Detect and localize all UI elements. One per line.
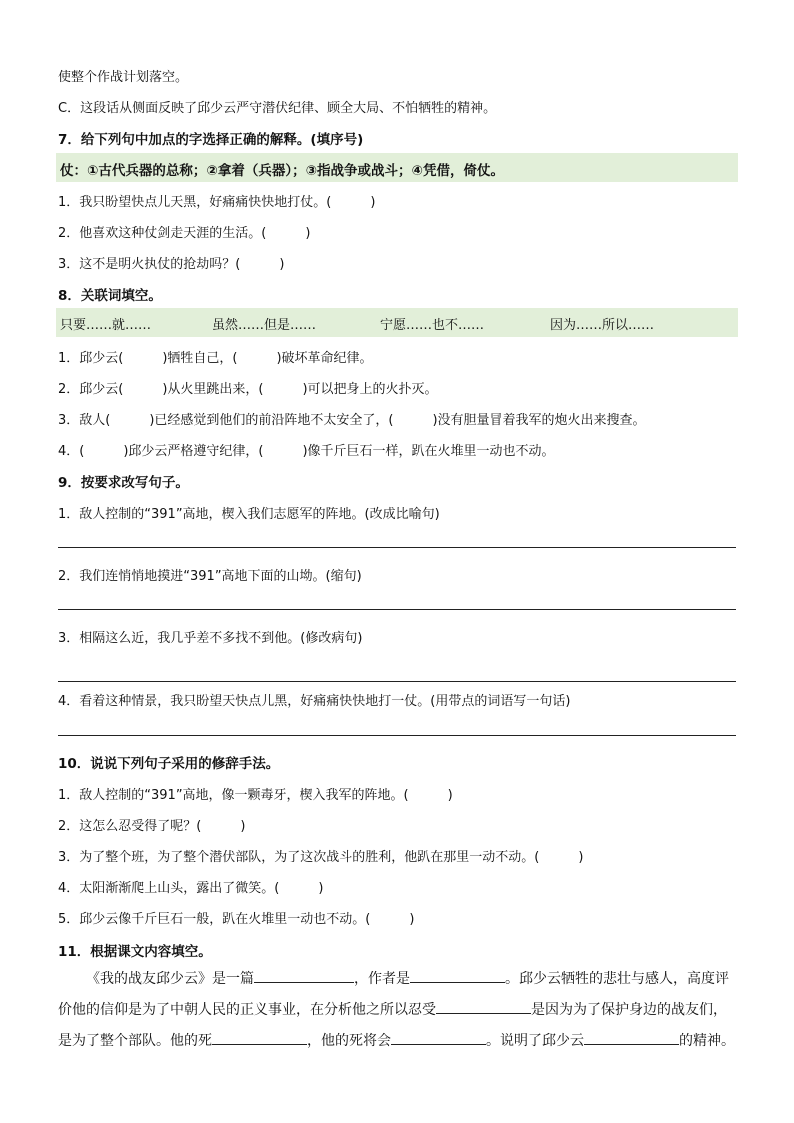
answer-blank[interactable] bbox=[584, 1030, 679, 1045]
q8-word-1: 只要……就…… bbox=[60, 318, 152, 333]
q11-text-6: 。说明了邱少云 bbox=[486, 1033, 584, 1049]
q10-item-4: 4．太阳渐渐爬上山头，露出了微笑。( ) bbox=[58, 881, 324, 896]
q11-paragraph bbox=[58, 964, 738, 1057]
q10-item-1: 1．敌人控制的“391”高地，像一颗毒牙，楔入我军的阵地。( ) bbox=[58, 788, 453, 803]
answer-line-3 bbox=[58, 681, 736, 682]
q8-item-2: 2．邱少云( )从火里跳出来，( )可以把身上的火扑灭。 bbox=[58, 382, 438, 397]
q10-item-5: 5．邱少云像千斤巨石一般，趴在火堆里一动也不动。( ) bbox=[58, 912, 415, 927]
q7-item-1: 1．我只盼望快点儿天黑，好痛痛快快地打仗。( ) bbox=[58, 195, 376, 210]
answer-blank[interactable] bbox=[212, 1030, 307, 1045]
q9-item-2: 2．我们连悄悄地摸进“391”高地下面的山坳。(缩句) bbox=[58, 569, 362, 584]
q9-item-1: 1．敌人控制的“391”高地，楔入我们志愿军的阵地。(改成比喻句) bbox=[58, 507, 440, 522]
answer-line-2 bbox=[58, 609, 736, 610]
q7-title: 7．给下列句中加点的字选择正确的解释。(填序号) bbox=[58, 132, 364, 148]
q9-item-4: 4．看着这种情景，我只盼望天快点儿黑，好痛痛快快地打一仗。(用带点的词语写一句话) bbox=[58, 694, 571, 709]
q8-word-bar bbox=[56, 308, 738, 337]
answer-blank[interactable] bbox=[410, 968, 505, 983]
q9-item-3: 3．相隔这么近，我几乎差不多找不到他。(修改病句) bbox=[58, 631, 363, 646]
q10-item-3: 3．为了整个班，为了整个潜伏部队，为了这次战斗的胜利，他趴在那里一动不动。( ) bbox=[58, 850, 584, 865]
q10-item-2: 2．这怎么忍受得了呢？( ) bbox=[58, 819, 246, 834]
q7-item-2: 2．他喜欢这种仗剑走天涯的生活。( ) bbox=[58, 226, 311, 241]
q8-word-2: 虽然……但是…… bbox=[212, 318, 317, 333]
q10-title: 10．说说下列句子采用的修辞手法。 bbox=[58, 756, 280, 772]
q8-item-1: 1．邱少云( )牺牲自己，( )破坏革命纪律。 bbox=[58, 351, 373, 366]
q11-text-4: 是因为为了保护身边的战友们，是为了整个部队。他的死 bbox=[58, 1002, 727, 1049]
q8-word-4: 因为……所以…… bbox=[550, 318, 655, 333]
q8-word-3: 宁愿……也不…… bbox=[380, 318, 485, 333]
q11-text-5: ，他的死将会 bbox=[307, 1033, 391, 1049]
top-line-1: 使整个作战计划落空。 bbox=[58, 70, 189, 85]
q7-definition-bar bbox=[56, 153, 738, 182]
answer-line-4 bbox=[58, 735, 736, 736]
q9-title: 9．按要求改写句子。 bbox=[58, 475, 189, 491]
q7-item-3: 3．这不是明火执仗的抢劫吗？( ) bbox=[58, 257, 285, 272]
answer-blank[interactable] bbox=[254, 968, 354, 983]
q11-text-7: 的精神。 bbox=[679, 1033, 735, 1049]
q11-text-1: 《我的战友邱少云》是一篇 bbox=[86, 971, 254, 987]
q11-text-2: ，作者是 bbox=[354, 971, 410, 987]
q7-definition: 仗：①古代兵器的总称；②拿着（兵器）；③指战争或战斗；④凭借，倚仗。 bbox=[60, 163, 504, 179]
option-c: C．这段话从侧面反映了邱少云严守潜伏纪律、顾全大局、不怕牺牲的精神。 bbox=[58, 101, 497, 116]
q8-title: 8．关联词填空。 bbox=[58, 288, 162, 304]
q8-item-4: 4．( )邱少云严格遵守纪律，( )像千斤巨石一样，趴在火堆里一动也不动。 bbox=[58, 444, 555, 459]
q8-item-3: 3．敌人( )已经感觉到他们的前沿阵地不太安全了，( )没有胆量冒着我军的炮火出来搜查。 bbox=[58, 413, 646, 428]
answer-blank[interactable] bbox=[391, 1030, 486, 1045]
answer-line-1 bbox=[58, 547, 736, 548]
q11-title: 11．根据课文内容填空。 bbox=[58, 944, 212, 960]
answer-blank[interactable] bbox=[436, 999, 531, 1014]
q11-text-3: 。邱少云牺牲的悲壮与感人，高度评价他的信仰是为了中朝人民的正义事业，在分析他之所以忍受 bbox=[58, 971, 729, 1018]
